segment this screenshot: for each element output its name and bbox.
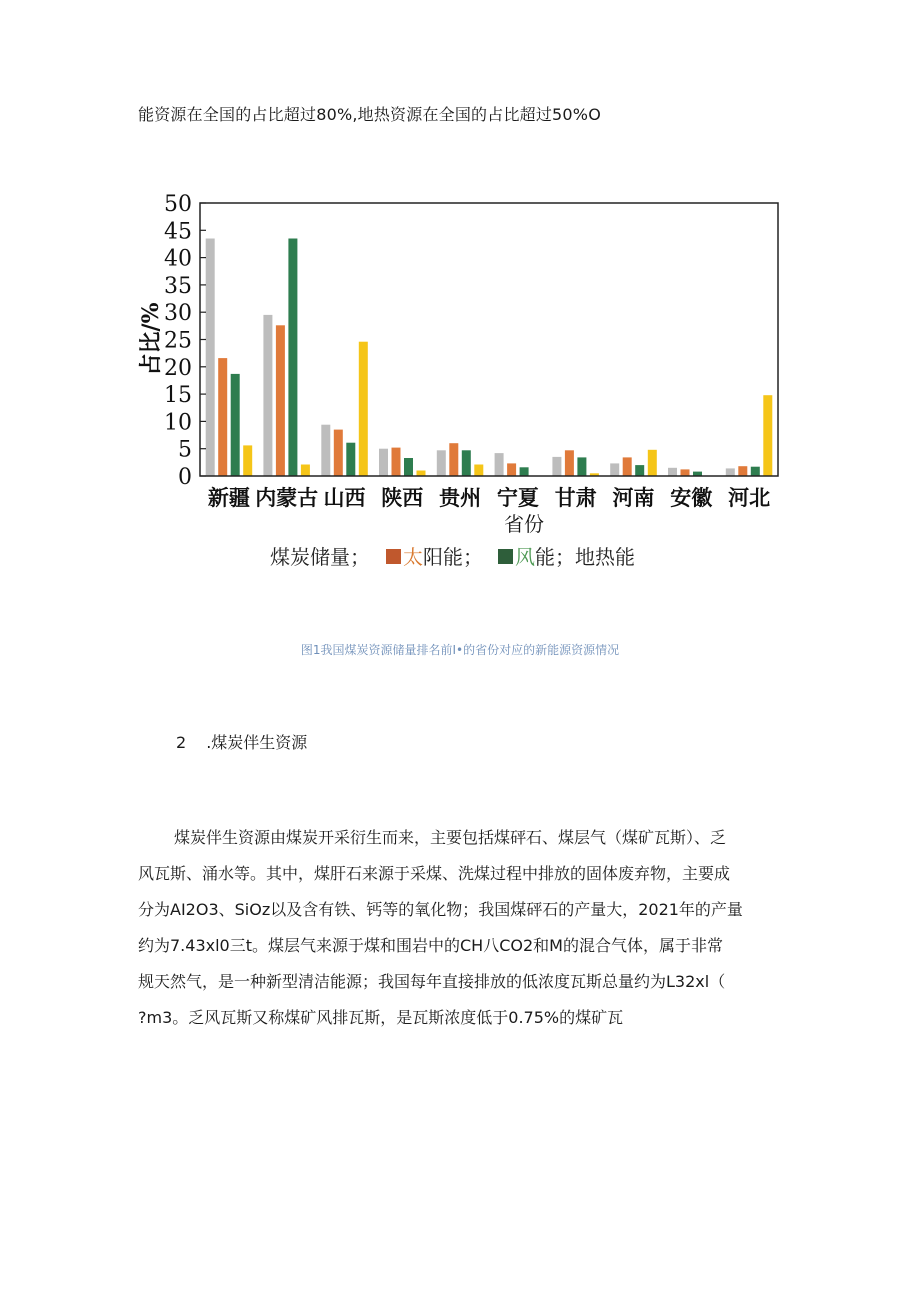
- x-tick-label: 河北: [728, 485, 771, 510]
- bar-河北-煤炭储量: [726, 468, 735, 476]
- y-tick-label: 10: [164, 410, 192, 436]
- bar-河南-风能: [635, 465, 644, 476]
- x-tick-label: 陕西: [381, 485, 424, 510]
- bar-甘肃-太阳能: [565, 450, 574, 476]
- bar-甘肃-风能: [577, 457, 586, 476]
- y-tick-label: 40: [164, 246, 192, 272]
- legend-solar-rest: 阳能；: [423, 545, 483, 569]
- x-tick-label: 山西: [323, 485, 366, 510]
- bar-宁夏-风能: [520, 467, 529, 476]
- bar-安徽-太阳能: [681, 469, 690, 476]
- x-axis-label: 省份: [504, 512, 544, 536]
- legend: [270, 545, 635, 569]
- x-axis-ticks: [208, 485, 770, 510]
- legend-solar-marker: [386, 549, 401, 564]
- y-tick-label: 45: [164, 219, 192, 245]
- bar-河南-地热能: [648, 450, 657, 476]
- x-tick-label: 河南: [612, 485, 655, 510]
- bar-贵州-风能: [462, 450, 471, 476]
- bar-chart: [130, 185, 790, 585]
- paragraph-line: 约为7.43xl0三t。煤层气来源于煤和围岩中的CH八CO2和M的混合气体，属于非常: [138, 936, 723, 955]
- figure-caption: 图1我国煤炭资源储量排名前I•的省份对应的新能源资源情况: [300, 643, 620, 657]
- bar-河北-太阳能: [738, 466, 747, 476]
- paragraph-line: 风瓦斯、涌水等。其中，煤肝石来源于采煤、洗煤过程中排放的固体废弃物，主要成: [138, 864, 731, 883]
- x-tick-label: 新疆: [207, 485, 250, 510]
- bar-河北-风能: [751, 467, 760, 476]
- bar-group: [206, 239, 773, 477]
- paragraph-line: 规天然气，是一种新型清洁能源；我国每年直接排放的低浓度瓦斯总量约为L32xl（: [138, 972, 726, 991]
- bar-新疆-煤炭储量: [206, 239, 215, 477]
- body-paragraph: [138, 820, 778, 1036]
- y-tick-label: 35: [164, 273, 192, 299]
- bar-陕西-地热能: [417, 471, 426, 477]
- bar-山西-风能: [346, 443, 355, 476]
- y-tick-label: 25: [164, 328, 192, 354]
- y-tick-label: 30: [164, 301, 192, 327]
- y-axis-label: 占比/%: [138, 302, 164, 376]
- legend-wind-marker: [498, 549, 513, 564]
- plot-frame: [200, 203, 778, 476]
- x-tick-label: 甘肃: [554, 485, 597, 510]
- bar-内蒙古-煤炭储量: [263, 315, 272, 476]
- bar-宁夏-煤炭储量: [495, 453, 504, 476]
- bar-河北-地热能: [763, 395, 772, 476]
- bar-安徽-煤炭储量: [668, 468, 677, 476]
- paragraph-line: 分为AI2O3、SiOz以及含有铁、钙等的氧化物；我国煤砰石的产量大，2021年的产量: [138, 900, 743, 919]
- legend-solar-char: 太: [403, 545, 423, 569]
- paragraph-line: ?m3。乏风瓦斯又称煤矿风排瓦斯，是瓦斯浓度低于0.75%的煤矿瓦: [138, 1008, 624, 1027]
- x-tick-label: 贵州: [439, 485, 482, 510]
- paragraph-line: 煤炭伴生资源由煤炭开采衍生而来，主要包括煤砰石、煤层气（煤矿瓦斯）、乏: [174, 828, 727, 847]
- bar-陕西-太阳能: [392, 448, 401, 476]
- bar-山西-太阳能: [334, 430, 343, 476]
- bar-内蒙古-风能: [288, 239, 297, 477]
- bar-山西-地热能: [359, 342, 368, 476]
- intro-text-line: 能资源在全国的占比超过80%,地热资源在全国的占比超过50%O: [138, 105, 602, 124]
- legend-coal: 煤炭储量；: [270, 545, 370, 569]
- bar-新疆-太阳能: [218, 358, 227, 476]
- x-tick-label: 宁夏: [496, 485, 539, 510]
- x-tick-label: 内蒙古: [255, 485, 319, 510]
- y-tick-label: 15: [164, 383, 192, 409]
- section-heading: [176, 730, 307, 753]
- bar-内蒙古-太阳能: [276, 325, 285, 476]
- bar-陕西-风能: [404, 458, 413, 476]
- bar-甘肃-煤炭储量: [552, 457, 561, 476]
- bar-宁夏-太阳能: [507, 463, 516, 476]
- bar-贵州-煤炭储量: [437, 450, 446, 476]
- bar-新疆-地热能: [243, 445, 252, 476]
- x-tick-label: 安徽: [670, 485, 713, 510]
- bar-河南-太阳能: [623, 457, 632, 476]
- y-tick-label: 50: [164, 192, 192, 217]
- bar-新疆-风能: [231, 374, 240, 476]
- legend-wind-char: 风: [515, 545, 535, 569]
- bar-陕西-煤炭储量: [379, 449, 388, 476]
- section-number: 2: [176, 733, 187, 752]
- y-tick-label: 5: [178, 437, 192, 463]
- section-title: .煤炭伴生资源: [206, 733, 308, 752]
- bar-贵州-太阳能: [449, 443, 458, 476]
- y-tick-label: 0: [178, 465, 192, 490]
- bar-贵州-地热能: [474, 465, 483, 477]
- bar-山西-煤炭储量: [321, 425, 330, 476]
- bar-河南-煤炭储量: [610, 463, 619, 476]
- bar-内蒙古-地热能: [301, 465, 310, 477]
- legend-wind-rest: 能；地热能: [535, 545, 635, 569]
- y-tick-label: 20: [164, 355, 192, 381]
